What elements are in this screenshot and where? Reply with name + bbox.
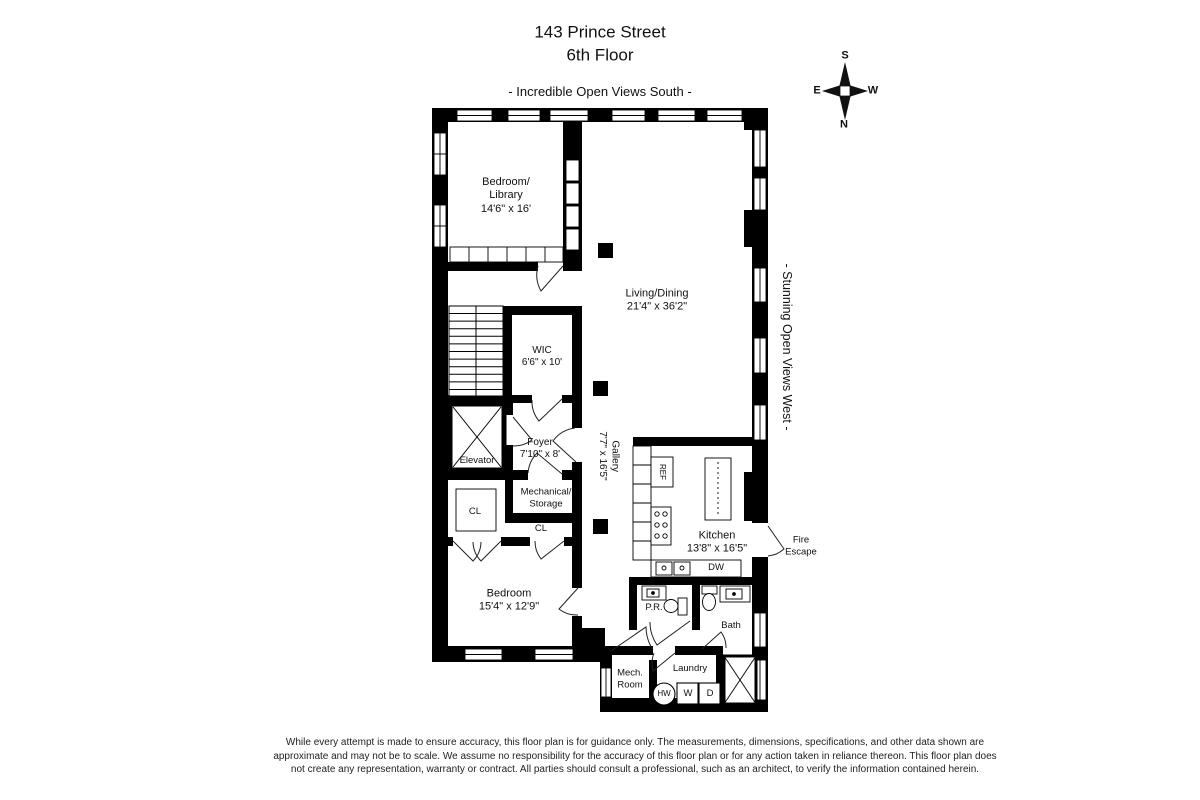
compass-east: E: [813, 84, 821, 97]
room-label-mech-room: Mech. Room: [617, 667, 643, 690]
compass-rose: [822, 62, 868, 120]
room-dims: 15'4" x 12'9": [478, 601, 540, 613]
staircase: [449, 306, 503, 396]
compass-north: N: [840, 118, 848, 131]
pr-toilet-bowl: [664, 600, 678, 613]
room-label-closet-left: CL: [468, 506, 482, 518]
compass-west: W: [867, 84, 879, 97]
appliance-label-dryer: D: [706, 688, 714, 700]
fire-escape-door: [768, 526, 784, 556]
room-dims: 7'10" x 8': [519, 449, 561, 460]
bedroom-door: [559, 588, 578, 615]
page-title-address: 143 Prince Street: [534, 22, 666, 42]
room-label-mechanical-storage: Mechanical/ Storage: [520, 486, 572, 509]
annotation-views-west: - Stunning Open Views West -: [779, 263, 794, 431]
columns: [593, 243, 613, 534]
fire-escape-opening: [752, 523, 768, 557]
bath-toilet-bowl: [703, 594, 716, 611]
room-label-bath: Bath: [721, 620, 741, 632]
room-dims: 13'8" x 16'5": [686, 543, 748, 555]
room-label-powder-room: P.R.: [645, 602, 663, 614]
appliance-label-hw: HW: [657, 689, 671, 699]
annotation-views-south: - Incredible Open Views South -: [508, 84, 692, 100]
kitchen-fixtures: [633, 446, 741, 577]
appliance-label-ref: REF: [658, 464, 667, 480]
room-label-elevator: Elevator: [459, 455, 495, 467]
closet-left-door-a: [453, 541, 481, 561]
disclaimer-text: While every attempt is made to ensure accuracy, this floor plan is for guidance only. The measurements, dimensions, specifications, and other data shown are approximate and may not be to scale. We assume no responsibility for the accuracy of this floor plan or for any action taken in reliance thereon. This floor plan does not create any representation, warranty or contract. All parties should consult a professional, such as an architect, to verify the information contained herein.: [273, 737, 997, 775]
room-label-bedroom: Bedroom 15'4" x 12'9": [478, 587, 540, 613]
room-label-living-dining: Living/Dining 21'4" x 36'2": [625, 287, 689, 313]
room-dims: 7'7" x 16'5": [597, 431, 608, 481]
compass-south: S: [841, 49, 849, 62]
room-label-wic: WIC 6'6" x 10': [521, 344, 563, 368]
room-dims: 21'4" x 36'2": [626, 301, 688, 313]
page-title-floor: 6th Floor: [566, 45, 634, 65]
pr-toilet-tank: [678, 598, 687, 615]
room-label-gallery: Gallery 7'7" x 16'5": [597, 431, 621, 481]
room-label-bedroom-library: Bedroom/ Library 14'6" x 16': [480, 175, 532, 215]
stove: [651, 507, 671, 545]
room-label-closet-right: CL: [534, 523, 548, 535]
room-label-foyer: Foyer 7'10" x 8': [519, 436, 561, 460]
bath-toilet-tank: [702, 586, 717, 594]
room-label-laundry: Laundry: [672, 663, 708, 675]
closet-left-door-b: [473, 541, 501, 561]
appliance-label-washer: W: [683, 688, 693, 700]
powder-room-door: [650, 621, 690, 645]
room-dims: 14'6" x 16': [480, 202, 532, 215]
bedroom-library-door: [537, 266, 563, 291]
closet-right-door: [535, 541, 564, 559]
wic-door: [532, 399, 562, 421]
room-dims: 6'6" x 10': [521, 357, 563, 368]
room-label-kitchen: Kitchen 13'8" x 16'5": [686, 529, 748, 555]
appliance-label-dw: DW: [708, 562, 724, 574]
annotation-fire-escape: Fire Escape: [785, 534, 817, 557]
